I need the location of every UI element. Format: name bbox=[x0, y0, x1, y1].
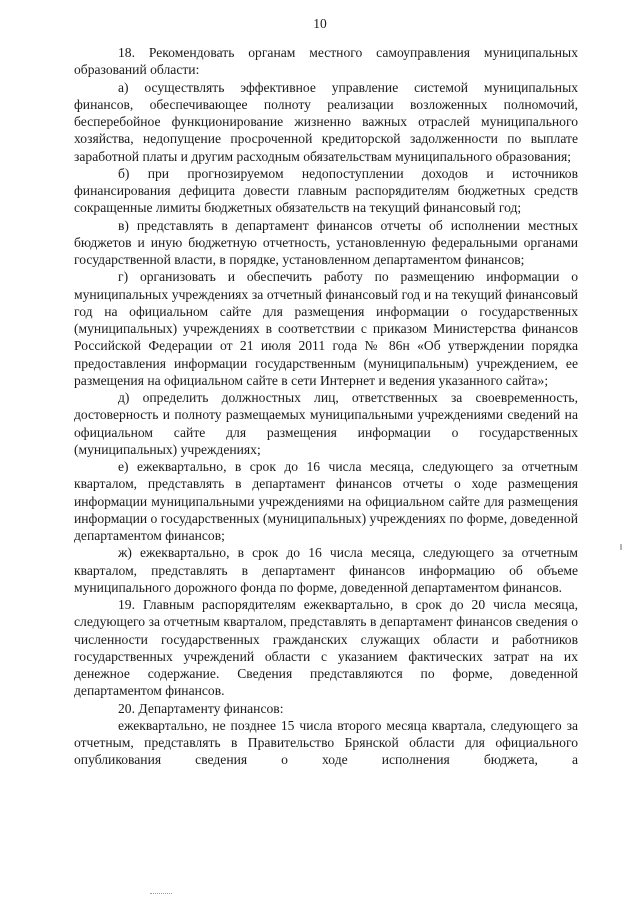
page-number: 10 bbox=[313, 16, 327, 31]
paragraph-18-a: а) осуществлять эффективное управление системой муниципальных финансов, обеспечивающее полноту реализации возложенных полномочий, бесперебойное функционирование жизненно важных отраслей муниципального хозяйства, недопущение просроченной кредиторской задолженности по выплате заработной платы и другим расходным обязательствам муниципального образования; bbox=[74, 79, 578, 164]
paragraph-18-b: б) при прогнозируемом недопоступлении доходов и источников финансирования дефицита довести главным распорядителям бюджетных средств сокращенные лимиты бюджетных обязательств на текущий финансовый год; bbox=[74, 165, 578, 216]
paragraph-18-zh: ж) ежеквартально, в срок до 16 числа месяца, следующего за отчетным кварталом, представлять в департамент финансов информацию об объеме муниципального дорожного фонда по форме, доведенной департаментом финансов. bbox=[74, 545, 578, 595]
paragraph-18: 18. Рекомендовать органам местного самоуправления муниципальных образований области: bbox=[74, 45, 578, 78]
paragraph-18-e: е) ежеквартально, в срок до 16 числа месяца, следующего за отчетным кварталом, представлять в департамент финансов отчеты о ходе размещения информации муниципальными учреждениями на официальном сайте для размещения информации о государственных (муниципальных) учреждениях по форме, доведенной департаментом финансов; bbox=[74, 459, 578, 543]
document-body bbox=[74, 44, 578, 769]
paragraph-18-g: г) организовать и обеспечить работу по размещению информации о муниципальных учреждениях за отчетный финансовый год и на текущий финансовый год на официальном сайте для размещения информации о государственных (муниципальных) учреждениях в соответствии с приказом Министерства финансов Российской Федерации от 21 июля 2011 года № 86н «Об утверждении порядка предоставления информации государственным (муниципальным) учреждением, ее размещения на официальном сайте в сети Интернет и ведения указанного сайта»; bbox=[74, 269, 578, 388]
margin-mark bbox=[620, 544, 622, 550]
paragraph-20: 20. Департаменту финансов: bbox=[118, 700, 284, 716]
paragraph-18-v: в) представлять в департамент финансов отчеты об исполнении местных бюджетов и иную бюджетную отчетность, установленную федеральными органами государственной власти, в порядке, установленном департаментом финансов; bbox=[74, 217, 578, 267]
paragraph-19: 19. Главным распорядителям ежеквартально, в срок до 20 числа месяца, следующего за отчетным кварталом, представлять в департамент финансов сведения о численности государственных гражданских служащих области и работников государственных учреждений области с указанием фактических затрат на их денежное содержание. Сведения представляются по форме, доведенной департаментом финансов. bbox=[74, 597, 578, 699]
scan-artifact bbox=[150, 893, 172, 895]
paragraph-20-text: ежеквартально, не позднее 15 числа второго месяца квартала, следующего за отчетным, представлять в Правительство Брянской области для официального опубликования сведения о ходе исполнения бюджета, а bbox=[74, 717, 578, 768]
paragraph-18-d: д) определить должностных лиц, ответственных за своевременность, достоверность и полноту размещаемых муниципальными учреждениями сведений на официальном сайте для размещения информации о государственных (муниципальных) учреждениях; bbox=[74, 390, 578, 457]
